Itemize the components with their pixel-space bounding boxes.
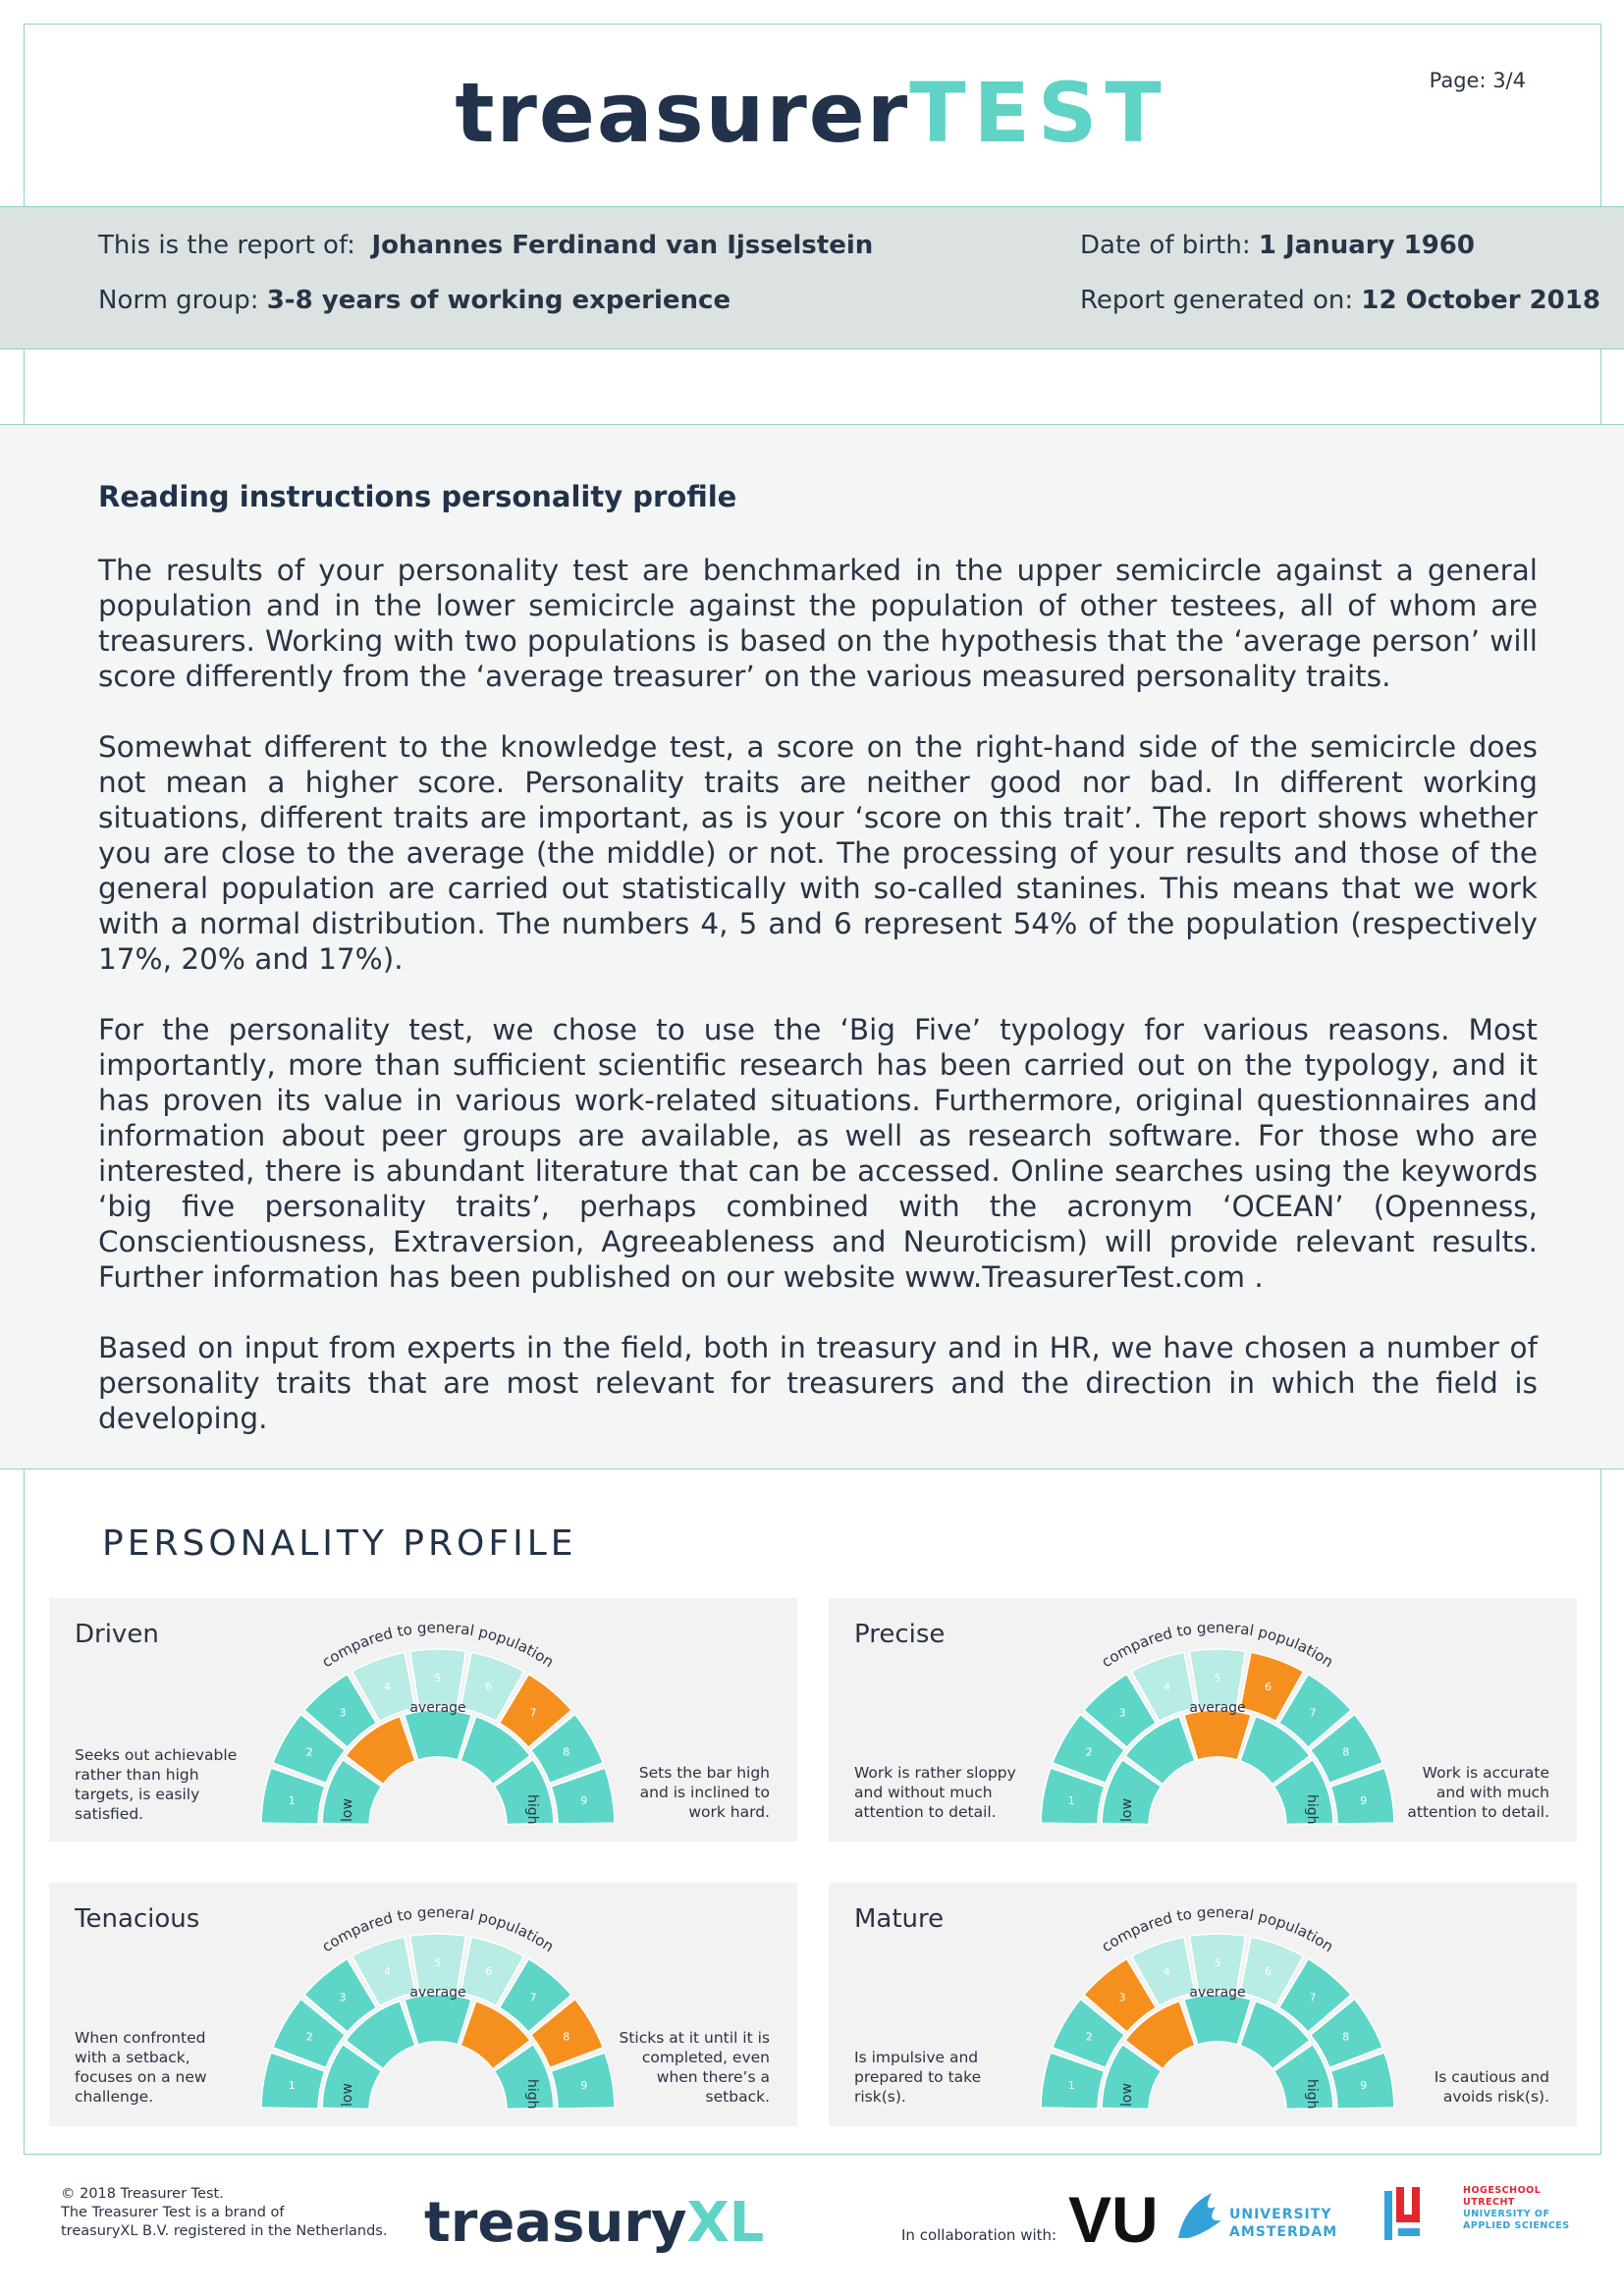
stanine-label-2: 2 (305, 1745, 313, 1759)
stanine-label-1: 1 (288, 1793, 296, 1807)
frame-right-lower (1600, 1468, 1601, 2155)
stanine-label-3: 3 (1118, 1706, 1126, 1720)
gauge-high-label: high (1304, 2079, 1320, 2109)
gauge-low-label: low (340, 1798, 355, 1822)
gauge-outer-label: compared to general population (318, 1902, 558, 1956)
stanine-label-9: 9 (1360, 2078, 1368, 2092)
stanine-label-8: 8 (1342, 2030, 1350, 2044)
copyright-notice: © 2018 Treasurer Test. The Treasurer Test is a brand of treasuryXL B.V. registered in the Netherlands. (61, 2186, 388, 2239)
stanine-label-4: 4 (383, 1965, 391, 1979)
stanine-label-4: 4 (1163, 1965, 1170, 1979)
stanine-label-8: 8 (563, 1745, 570, 1759)
stanine-label-7: 7 (1309, 1991, 1317, 2004)
paragraph: Based on input from experts in the field, both in treasury and in HR, we have chosen a number of personality traits that are most relevant for treasurers and the direction in which the field is developing. (98, 1331, 1538, 1435)
treasuryxl-logo: treasuryXL (424, 2191, 765, 2255)
treasurer-test-logo (0, 65, 1624, 161)
gauge-outer-label: compared to general population (1098, 1618, 1337, 1672)
personality-profile-title: PERSONALITY PROFILE (102, 1523, 577, 1564)
low-description: Work is rather sloppy and without much attention to detail. (854, 1764, 1016, 1821)
stanine-label-6: 6 (1265, 1965, 1272, 1979)
stanine-label-9: 9 (580, 2078, 588, 2092)
stanine-label-6: 6 (485, 1681, 493, 1694)
stanine-label-1: 1 (1067, 2078, 1075, 2092)
stanine-gauge (1011, 1889, 1424, 2124)
treasury-segment-3 (405, 1710, 471, 1760)
stanine-label-5: 5 (434, 1672, 442, 1684)
report-info-band (0, 206, 1624, 349)
frame-left-lower (24, 1468, 25, 2155)
trait-card-driven (49, 1598, 797, 1842)
gauge-outer-label: compared to general population (318, 1618, 558, 1672)
stanine-label-7: 7 (529, 1991, 537, 2004)
stanine-label-2: 2 (305, 2030, 313, 2044)
trait-card-tenacious (49, 1883, 797, 2126)
hu-utrecht-text: HOGESCHOOL UTRECHT UNIVERSITY OF APPLIED SCIENCES (1463, 2185, 1570, 2231)
gauge-average-label: average (409, 1700, 466, 1716)
trait-name: Driven (75, 1620, 159, 1649)
stanine-gauge (1011, 1604, 1424, 1840)
stanine-label-4: 4 (1163, 1681, 1170, 1694)
gauge-high-label: high (524, 1794, 540, 1825)
paragraph: For the personality test, we chose to use the ‘Big Five’ typology for various reasons. Most importantly, more than sufficient scientific research has been carried out on the typology, and it has proven its value in various work-related situations. Furthermore, original questionnaires and information about peer groups are available, as well as research software. For those who are interested, there is abundant literature that can be accessed. Online searches using the keywords ‘big five personality traits’, perhaps combined with the acronym ‘OCEAN’ (Openness, Conscientiousness, Extraversion, Agreeableness and Neuroticism) will provide relevant results. Further information has been published on our website www.TreasurerTest.com . (98, 1013, 1538, 1294)
trait-card-precise (829, 1598, 1577, 1842)
candidate-name: Johannes Ferdinand van Ijsselstein (371, 231, 874, 260)
stanine-label-3: 3 (1118, 1991, 1126, 2004)
collaboration-label: In collaboration with: (901, 2226, 1057, 2244)
reading-instructions-section (0, 424, 1624, 1469)
stanine-label-9: 9 (580, 1793, 588, 1807)
trait-card-mature (829, 1883, 1577, 2126)
gauge-high-label: high (524, 2079, 540, 2109)
logo-text-test: TEST (909, 65, 1169, 161)
frame-bottom (24, 2154, 1601, 2155)
paragraph: The results of your personality test are benchmarked in the upper semicircle against a general population and in the lower semicircle against the population of other testees, all of whom are treasurers. Working with two populations is based on the hypothesis that the ‘average person’ will score differently from the ‘average treasurer’ on the various measured personality traits. (98, 554, 1538, 693)
stanine-gauge (232, 1889, 644, 2124)
hu-utrecht-logo (1384, 2187, 1432, 2242)
stanine-label-1: 1 (288, 2078, 296, 2092)
date-of-birth: Date of birth: 1 January 1960 (1080, 231, 1475, 260)
treasury-segment-3 (1184, 1995, 1251, 2045)
stanine-label-6: 6 (485, 1965, 493, 1979)
gauge-low-label: low (340, 2083, 355, 2107)
gauge-high-label: high (1304, 1794, 1320, 1825)
svg-text:VU: VU (1068, 2187, 1159, 2248)
high-description: Work is accurate and with much attention to detail. (1407, 1764, 1549, 1821)
treasury-segment-3 (1184, 1710, 1251, 1760)
paragraph: Somewhat different to the knowledge test, a score on the right-hand side of the semicircle does not mean a higher score. Personality traits are neither good nor bad. In different working situations, different traits are important, as is your ‘score on this trait’. The report shows whether you are close to the average (the middle) or not. The processing of your results and those of the general population are carried out statistically with so-called stanines. This means that we work with a normal distribution. The numbers 4, 5 and 6 represent 54% of the population (respectively 17%, 20% and 17%). (98, 730, 1538, 976)
stanine-label-6: 6 (1265, 1681, 1272, 1694)
report-generated: Report generated on: 12 October 2018 (1080, 286, 1600, 315)
treasury-segment-3 (405, 1995, 471, 2045)
norm-group: Norm group: 3-8 years of working experience (98, 286, 731, 315)
stanine-label-1: 1 (1067, 1793, 1075, 1807)
stanine-label-3: 3 (339, 1706, 347, 1720)
report-of: This is the report of: Johannes Ferdinand van Ijsselstein (98, 231, 874, 260)
gauge-outer-label: compared to general population (1098, 1902, 1337, 1956)
gauge-average-label: average (1189, 1985, 1246, 2001)
gauge-average-label: average (409, 1985, 466, 2001)
stanine-label-5: 5 (1214, 1672, 1221, 1684)
low-description: Is impulsive and prepared to take risk(s). (854, 2049, 982, 2106)
stanine-label-5: 5 (434, 1956, 442, 1969)
logo-text-treasurer: treasurer (455, 65, 910, 161)
stanine-label-7: 7 (529, 1706, 537, 1720)
frame-top (24, 24, 1600, 25)
stanine-label-2: 2 (1085, 2030, 1093, 2044)
high-description: Sets the bar high and is inclined to work hard. (638, 1764, 770, 1821)
stanine-label-2: 2 (1085, 1745, 1093, 1759)
trait-name: Mature (854, 1904, 945, 1934)
stanine-label-7: 7 (1309, 1706, 1317, 1720)
gauge-low-label: low (1119, 1798, 1135, 1822)
reading-instructions-title: Reading instructions personality profile (98, 480, 737, 513)
low-description: When confronted with a setback, focuses on a new challenge. (75, 2029, 207, 2106)
trait-name: Precise (854, 1620, 946, 1649)
stanine-label-5: 5 (1214, 1956, 1221, 1969)
high-description: Is cautious and avoids risk(s). (1434, 2068, 1549, 2106)
stanine-gauge (232, 1604, 644, 1840)
trait-name: Tenacious (75, 1904, 200, 1934)
reading-instructions-body (98, 553, 1538, 1471)
gauge-low-label: low (1119, 2083, 1135, 2107)
stanine-label-8: 8 (563, 2030, 570, 2044)
stanine-label-8: 8 (1342, 1745, 1350, 1759)
stanine-label-9: 9 (1360, 1793, 1368, 1807)
stanine-label-4: 4 (383, 1681, 391, 1694)
gauge-average-label: average (1189, 1700, 1246, 1716)
low-description: Seeks out achievable rather than high targets, is easily satisfied. (75, 1746, 238, 1823)
stanine-label-3: 3 (339, 1991, 347, 2004)
vu-amsterdam-text: UNIVERSITY AMSTERDAM (1229, 2207, 1338, 2240)
high-description: Sticks at it until it is completed, even when there’s a setback. (619, 2029, 770, 2106)
page-number: Page: 3/4 (1429, 69, 1526, 92)
